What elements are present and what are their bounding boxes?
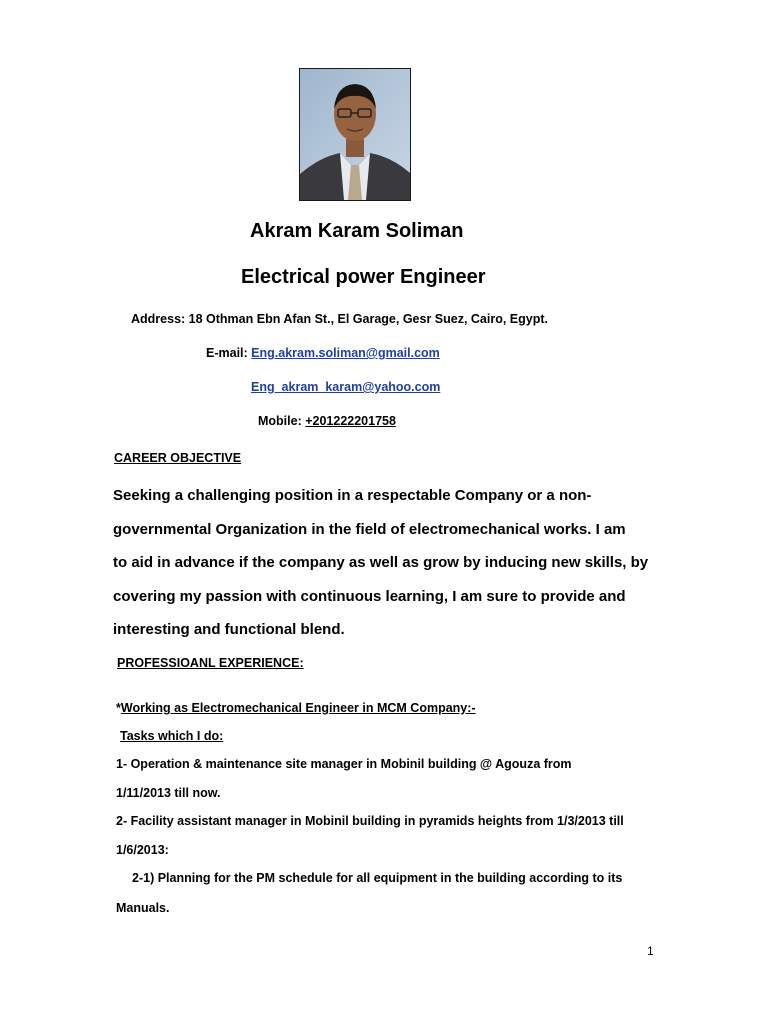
career-line: covering my passion with continuous learning, I am sure to provide and (113, 588, 626, 605)
career-line: to aid in advance if the company as well as grow by inducing new skills, by (113, 554, 649, 571)
task-line: 1/11/2013 till now. (116, 786, 221, 800)
mobile-number[interactable]: +201222201758 (305, 414, 396, 428)
career-line: governmental Organization in the field of electromechanical works. I am (113, 521, 626, 538)
career-objective-heading: CAREER OBJECTIVE (114, 451, 242, 465)
address-line: Address: 18 Othman Ebn Afan St., El Garage, Gesr Suez, Cairo, Egypt. (131, 312, 548, 326)
mobile-label: Mobile: (258, 414, 306, 428)
task-line: Manuals. (116, 901, 170, 915)
page-number: 1 (647, 944, 654, 958)
email-row-1 (206, 346, 440, 360)
task-line: 1/6/2013: (116, 843, 169, 857)
job-title: Working as Electromechanical Engineer in MCM Company:- (120, 701, 476, 715)
person-photo-icon (300, 69, 410, 200)
job-prefix: * (116, 701, 121, 715)
candidate-name: Akram Karam Soliman (250, 220, 464, 242)
task-line: 2-1) Planning for the PM schedule for all equipment in the building according to its (132, 871, 623, 885)
email-link-gmail[interactable]: Eng.akram.soliman@gmail.com (251, 346, 440, 360)
email-row-2 (251, 380, 440, 394)
experience-heading: PROFESSIOANL EXPERIENCE: (117, 656, 304, 670)
mobile-row (258, 414, 396, 428)
career-line: Seeking a challenging position in a respectable Company or a non- (113, 487, 592, 504)
candidate-title: Electrical power Engineer (241, 266, 486, 288)
task-line: 1- Operation & maintenance site manager in Mobinil building @ Agouza from (116, 757, 572, 771)
email-link-yahoo[interactable]: Eng_akram_karam@yahoo.com (251, 380, 441, 394)
profile-photo (299, 68, 411, 201)
task-line: 2- Facility assistant manager in Mobinil building in pyramids heights from 1/3/2013 till (116, 814, 624, 828)
tasks-heading: Tasks which I do: (120, 729, 224, 743)
career-line: interesting and functional blend. (113, 621, 345, 638)
email-label: E-mail: (206, 346, 252, 360)
job-title-row (116, 701, 476, 715)
